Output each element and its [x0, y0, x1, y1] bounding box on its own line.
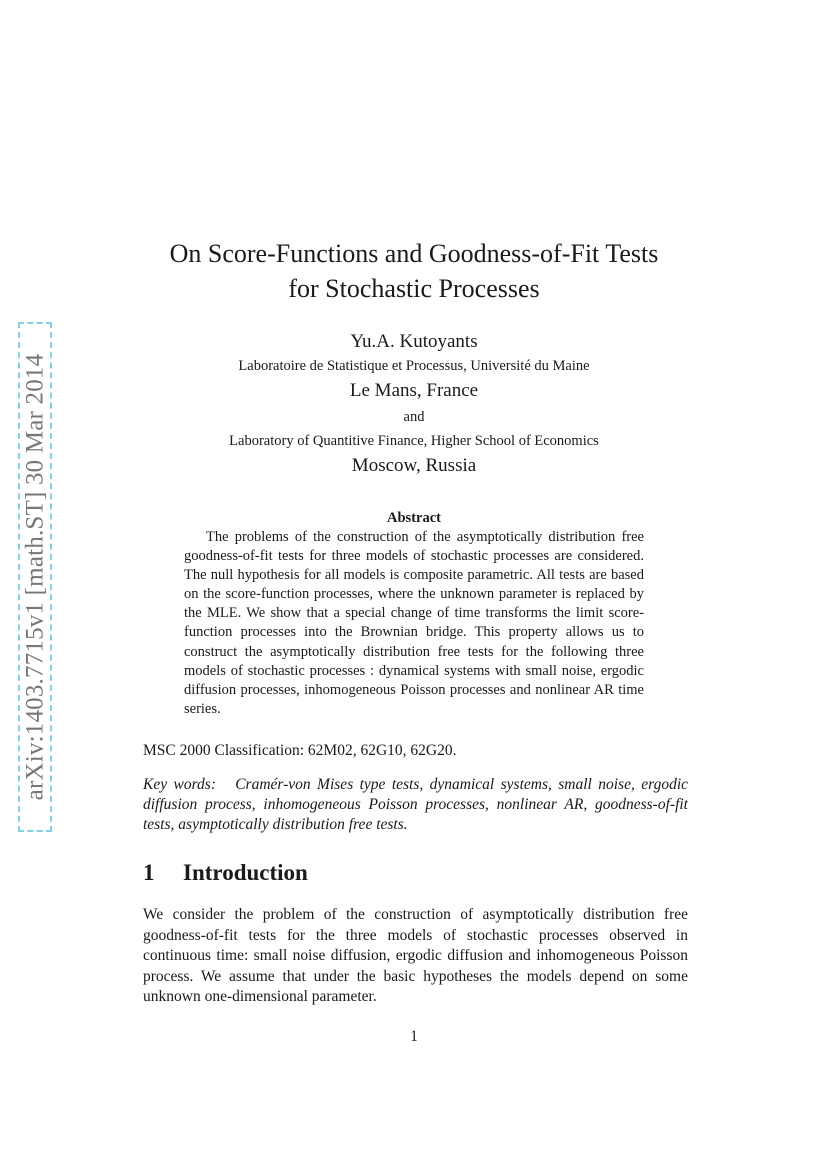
title-line-1: On Score-Functions and Goodness-of-Fit Tests: [169, 239, 659, 268]
arxiv-identifier-stamp: [18, 322, 52, 832]
arxiv-identifier: arXiv:1403.7715v1 [math.ST] 30 Mar 2014: [21, 353, 49, 801]
author-name: Yu.A. Kutoyants: [350, 331, 478, 352]
keywords-label: Key words:: [143, 776, 216, 793]
affiliation-1-city: Le Mans, France: [349, 380, 479, 401]
affiliation-2-city: Moscow, Russia: [351, 455, 477, 476]
abstract-heading: Abstract: [387, 510, 441, 526]
abstract-text: The problems of the construction of the asymptotically distribution free goodness-of-fit tests for three models of stochastic processes are considered. The null hypothesis for all models is composite parametric. All tests are based on the score-function processes, where the unknown parameter is replaced by the MLE. We show that a special change of time transforms the limit score-function processes into the Brownian bridge. This property allows us to construct the asymptotically distribution free tests for the following three models of stochastic processes : dynamical systems with small noise, ergodic diffusion processes, inhomogeneous Poisson processes and nonlinear AR time series.: [184, 529, 644, 717]
section-title: Introduction: [183, 860, 308, 885]
paper-title: [100, 236, 728, 306]
affiliation-2: Laboratory of Quantitive Finance, Higher School of Economics: [229, 433, 599, 449]
section-number: 1: [143, 860, 155, 885]
keywords: [143, 775, 688, 835]
keywords-list: Cramér-von Mises type tests, dynamical systems, small noise, ergodic diffusion process, inhomogeneous Poisson processes, nonlinear AR, goodness-of-fit tests, asymptotically distribution free tests.: [143, 776, 689, 833]
affiliation-1: Laboratoire de Statistique et Processus, Université du Maine: [238, 358, 590, 374]
page-number: 1: [410, 1028, 418, 1045]
title-line-2: for Stochastic Processes: [288, 274, 540, 303]
msc-classification: MSC 2000 Classification: 62M02, 62G10, 62G20.: [143, 742, 457, 759]
introduction-paragraph: We consider the problem of the construction of asymptotically distribution free goodness-of-fit tests for the three models of stochastic processes observed in continuous time: small noise diffusion, ergodic diffusion and inhomogeneous Poisson process. We assume that under the basic hypotheses the models depend on some unknown one-dimensional parameter.: [143, 906, 688, 1006]
affiliation-conjunction: and: [403, 409, 425, 425]
section-heading: [143, 860, 308, 886]
